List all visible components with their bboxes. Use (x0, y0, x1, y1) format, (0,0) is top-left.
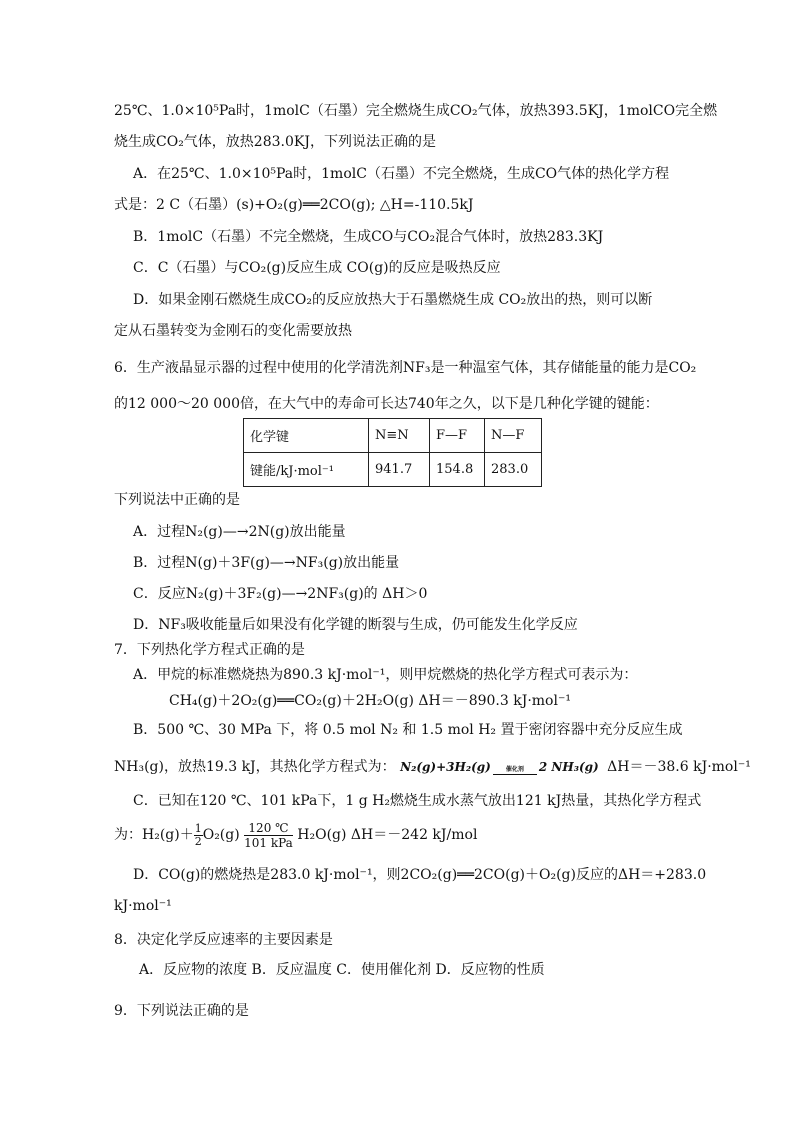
q6-option-b: B．过程N(g)＋3F(g)—→NF₃(g)放出能量 (133, 555, 400, 571)
q6-option-a: A．过程N₂(g)—→2N(g)放出能量 (133, 524, 346, 540)
q7-option-b-enthalpy: ΔH＝－38.6 kJ·mol⁻¹ (607, 759, 751, 775)
catalyst-label: 催化剂 (505, 766, 524, 773)
q7-option-b-prefix: NH₃(g)，放热19.3 kJ，其热化学方程式为： (114, 759, 396, 775)
q6-option-c: C．反应N₂(g)＋3F₂(g)—→2NF₃(g)的 ΔH＞0 (133, 586, 428, 602)
q7-option-c-line-1: C．已知在120 ℃、101 kPa下，1 g H₂燃烧生成水蒸气放出121 kJ热量，其热化学方程式 (133, 793, 702, 809)
q5-option-a-line-2: 式是：2 C（石墨）(s)+O₂(g)══2CO(g); △H=-110.5kJ (114, 197, 474, 213)
q8-options: A．反应物的浓度 B．反应温度 C．使用催化剂 D．反应物的性质 (139, 962, 545, 978)
table-cell: 键能/kJ·mol⁻¹ (244, 453, 369, 487)
condition-temperature: 120 ℃ (244, 821, 293, 836)
equation-reactants: N₂(g)+3H₂(g) (400, 760, 491, 774)
table-header-row (244, 419, 542, 453)
table-cell: N—F (485, 419, 542, 453)
intro-line-2: 烧生成CO₂气体，放热283.0KJ，下列说法正确的是 (114, 134, 436, 150)
q6-question: 下列说法中正确的是 (114, 492, 240, 508)
reaction-conditions (244, 821, 293, 850)
q7-option-b-line-2 (114, 757, 751, 777)
q7-option-a-equation: CH₄(g)＋2O₂(g)══CO₂(g)＋2H₂O(g) ΔH＝－890.3 kJ·mol⁻¹ (169, 693, 571, 709)
fraction-one-half (194, 823, 203, 848)
fraction-numerator: 1 (194, 821, 202, 835)
q7-option-b-equation (400, 757, 603, 777)
q7-option-c-prefix: 为：H₂(g)＋ (114, 827, 194, 843)
reversible-arrow (493, 766, 537, 775)
q7-option-c-line-2 (114, 820, 477, 850)
table-cell: 154.8 (430, 453, 485, 487)
q7-option-d-line-1: D．CO(g)的燃烧热是283.0 kJ·mol⁻¹，则2CO₂(g)══2CO(g)＋O₂(g)反应的ΔH＝+283.0 (133, 867, 707, 883)
q5-option-b: B．1molC（石墨）不完全燃烧，生成CO与CO₂混合气体时，放热283.3KJ (133, 229, 604, 245)
table-cell: 941.7 (369, 453, 430, 487)
q7-option-c-oxygen: O₂(g) (202, 827, 240, 843)
q6-stem-line-1: 6．生产液晶显示器的过程中使用的化学清洗剂NF₃是一种温室气体，其存储能量的能力是CO₂ (114, 360, 697, 376)
q5-option-a-line-1: A．在25℃、1.0×10⁵Pa时，1molC（石墨）不完全燃烧，生成CO气体的热化学方程 (133, 166, 670, 182)
q5-option-c: C．C（石墨）与CO₂(g)反应生成 CO(g)的反应是吸热反应 (133, 260, 501, 276)
q6-option-d: D．NF₃吸收能量后如果没有化学键的断裂与生成，仍可能发生化学反应 (133, 617, 578, 633)
table-cell: 283.0 (485, 453, 542, 487)
equation-products: 2 NH₃(g) (538, 760, 599, 774)
q7-option-a-line-1: A．甲烷的标准燃烧热为890.3 kJ·mol⁻¹，则甲烷燃烧的热化学方程式可表示为： (133, 667, 638, 683)
table-cell: N≡N (369, 419, 430, 453)
fraction-denominator: 2 (194, 834, 202, 848)
q8-stem: 8．决定化学反应速率的主要因素是 (114, 932, 333, 948)
q7-option-c-product: H₂O(g) ΔH＝－242 kJ/mol (297, 827, 478, 843)
q7-stem: 7．下列热化学方程式正确的是 (114, 642, 305, 658)
q5-option-d-line-1: D．如果金刚石燃烧生成CO₂的反应放热大于石墨燃烧生成 CO₂放出的热，则可以断 (133, 292, 653, 308)
condition-pressure: 101 kPa (244, 835, 293, 850)
table-row (244, 453, 542, 487)
q6-stem-line-2: 的12 000～20 000倍，在大气中的寿命可长达740年之久，以下是几种化学键的键能： (114, 396, 659, 412)
bond-energy-table (243, 418, 542, 487)
table-cell: F—F (430, 419, 485, 453)
q9-stem: 9．下列说法正确的是 (114, 1003, 249, 1019)
intro-line-1: 25℃、1.0×10⁵Pa时，1molC（石墨）完全燃烧生成CO₂气体，放热393.5KJ，1molCO完全燃 (114, 103, 718, 119)
q7-option-b-line-1: B．500 ℃、30 MPa 下，将 0.5 mol N₂ 和 1.5 mol H₂ 置于密闭容器中充分反应生成 (133, 722, 683, 738)
q5-option-d-line-2: 定从石墨转变为金刚石的变化需要放热 (114, 323, 352, 339)
table-cell: 化学键 (244, 419, 369, 453)
q7-option-d-line-2: kJ·mol⁻¹ (114, 898, 172, 914)
